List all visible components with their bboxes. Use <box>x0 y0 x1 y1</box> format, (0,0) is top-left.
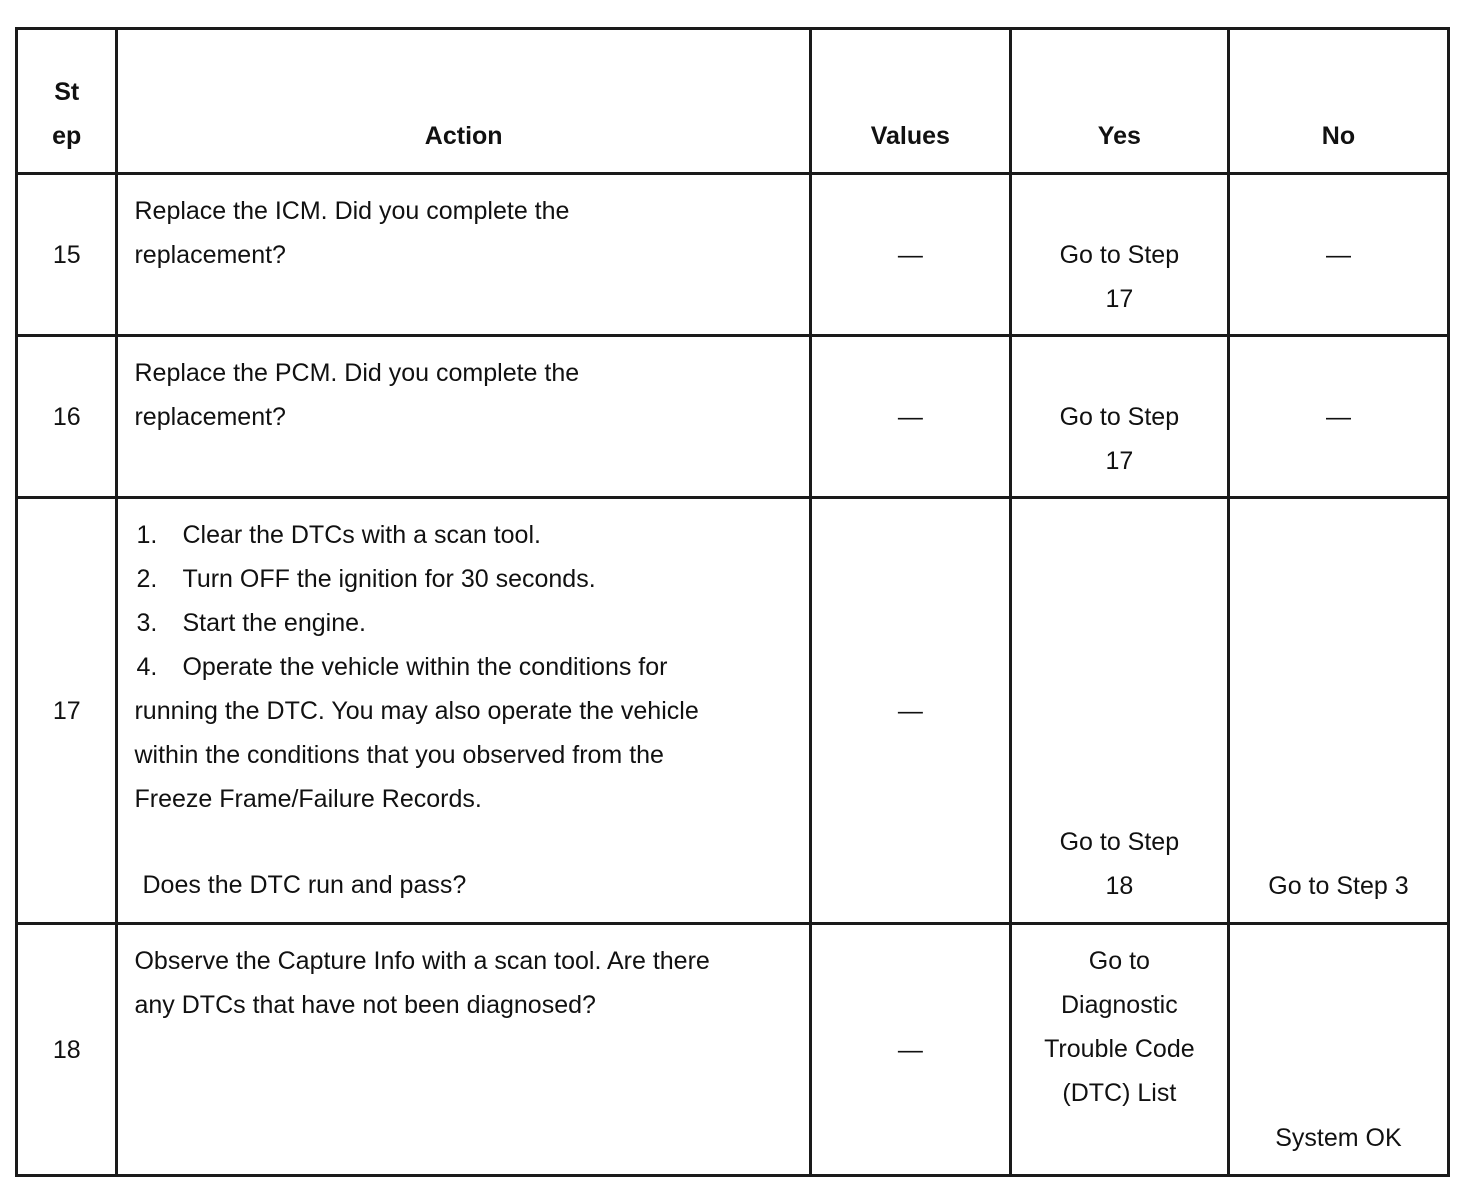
yes-cell: Go to Step 18 <box>1010 498 1228 924</box>
yes-cell: Go to Diagnostic Trouble Code (DTC) List <box>1010 924 1228 1176</box>
no-cell: — <box>1228 174 1448 336</box>
action-step-list <box>134 513 792 821</box>
values-cell: — <box>810 174 1010 336</box>
yes-cell: Go to Step 17 <box>1010 336 1228 498</box>
values-cell: — <box>810 498 1010 924</box>
table-row <box>17 924 1449 1176</box>
no-cell: System OK <box>1228 924 1448 1176</box>
step-number: 15 <box>17 174 117 336</box>
values-cell: — <box>810 336 1010 498</box>
table-row <box>17 174 1449 336</box>
header-yes: Yes <box>1010 29 1228 174</box>
no-cell: — <box>1228 336 1448 498</box>
step-number: 16 <box>17 336 117 498</box>
values-cell: — <box>810 924 1010 1176</box>
table-row <box>17 498 1449 924</box>
action-text: Observe the Capture Info with a scan tool. Are there any DTCs that have not been diagnosed? <box>117 924 810 1176</box>
action-steps <box>117 498 810 924</box>
header-values: Values <box>810 29 1010 174</box>
action-step: 2. Turn OFF the ignition for 30 seconds. <box>136 565 596 593</box>
action-question: Does the DTC run and pass? <box>142 871 467 899</box>
action-step: 4. Operate the vehicle within the conditions for running the DTC. You may also operate the vehicle within the conditions that you observed from the Freeze Frame/Failure Records. <box>134 653 699 813</box>
action-step: 1. Clear the DTCs with a scan tool. <box>136 521 541 549</box>
step-number: 17 <box>17 498 117 924</box>
header-no: No <box>1228 29 1448 174</box>
table-row <box>17 336 1449 498</box>
header-step: St ep <box>17 29 117 174</box>
header-action: Action <box>117 29 810 174</box>
yes-cell: Go to Step 17 <box>1010 174 1228 336</box>
action-step: 3. Start the engine. <box>136 609 366 637</box>
table-header-row <box>17 29 1449 174</box>
no-cell: Go to Step 3 <box>1228 498 1448 924</box>
step-number: 18 <box>17 924 117 1176</box>
action-text: Replace the PCM. Did you complete the replacement? <box>117 336 810 498</box>
action-text: Replace the ICM. Did you complete the replacement? <box>117 174 810 336</box>
diagnostic-table <box>15 27 1450 1177</box>
